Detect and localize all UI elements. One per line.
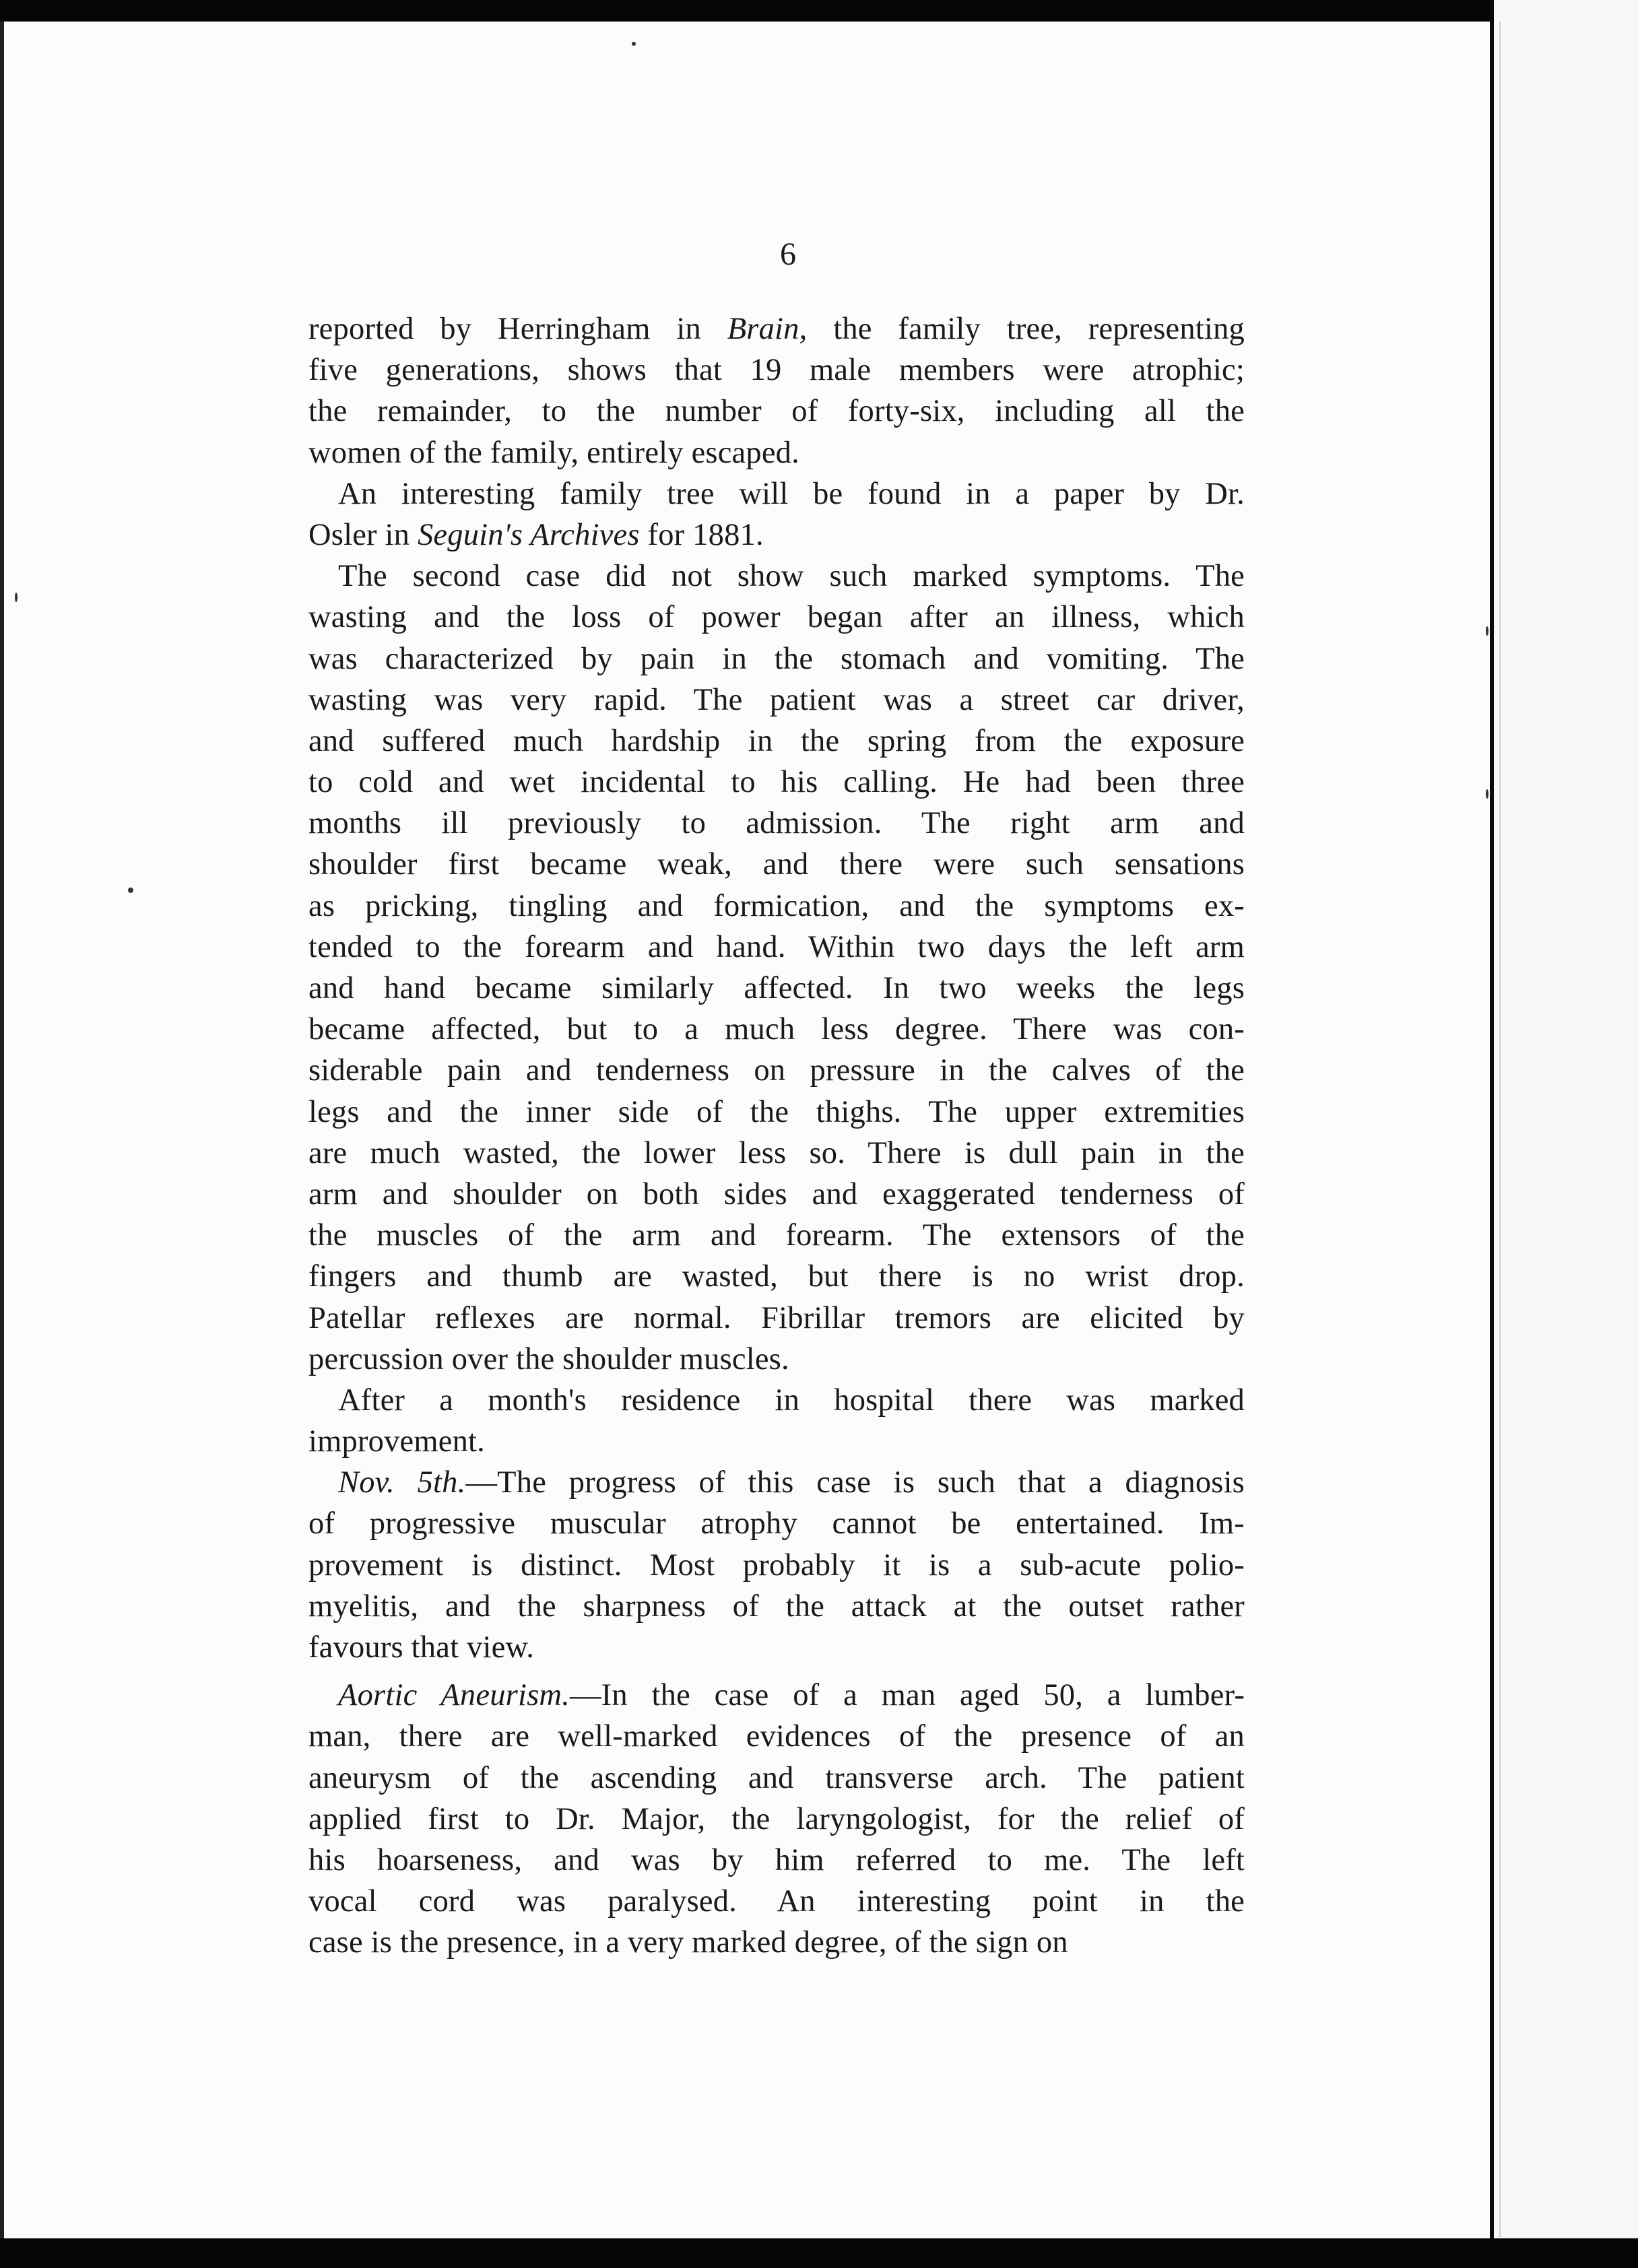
text-line: and suffered much hardship in the spring from the exposure: [308, 723, 1245, 758]
scan-speck: [15, 593, 18, 602]
paragraph: [308, 308, 1245, 473]
text-line: applied first to Dr. Major, the laryngologist, for the relief of: [308, 1801, 1245, 1836]
text-line: of progressive muscular atrophy cannot be entertained. Im-: [308, 1506, 1245, 1541]
scan-border-left: [0, 22, 4, 2238]
text-line: myelitis, and the sharpness of the attack at the outset rather: [308, 1589, 1245, 1624]
text-line: siderable pain and tenderness on pressure in the calves of the: [308, 1053, 1245, 1088]
text-line: Aortic Aneurism.—In the case of a man aged 50, a lumber-: [338, 1678, 1245, 1713]
italic-text: Brain,: [727, 312, 808, 346]
italic-text: Nov. 5th.: [338, 1465, 466, 1500]
scan-border-bottom: [0, 2238, 1638, 2268]
text-line: reported by Herringham in Brain, the family tree, representing: [308, 312, 1245, 346]
paragraph: [308, 556, 1245, 1380]
italic-text: Aortic Aneurism.: [338, 1678, 570, 1713]
scan-speck: [1486, 626, 1488, 636]
facing-page-edge: [1494, 0, 1638, 2268]
facing-page-margin-line: [1499, 22, 1501, 2237]
italic-text: Seguin's Archives: [417, 517, 640, 552]
text-line: favours that view.: [308, 1630, 535, 1665]
text-line: After a month's residence in hospital there was marked: [338, 1382, 1245, 1418]
scan-speck: [128, 888, 133, 893]
paragraph: [308, 473, 1245, 556]
text-line: tended to the forearm and hand. Within two days the left arm: [308, 929, 1245, 964]
text-line: vocal cord was paralysed. An interesting point in the: [308, 1884, 1245, 1919]
paragraph-spacer: [308, 1668, 1245, 1675]
text-line: became affected, but to a much less degree. There was con-: [308, 1012, 1245, 1047]
text-line: was characterized by pain in the stomach and vomiting. The: [308, 641, 1245, 676]
text-line: arm and shoulder on both sides and exaggerated tenderness of: [308, 1176, 1245, 1211]
text-line: The second case did not show such marked symptoms. The: [338, 559, 1245, 594]
text-line: as pricking, tingling and formication, and the symptoms ex-: [308, 888, 1245, 923]
text-line: and hand became similarly affected. In two weeks the legs: [308, 971, 1245, 1005]
page-number: 6: [780, 236, 796, 272]
text-line: legs and the inner side of the thighs. The upper extremities: [308, 1094, 1245, 1129]
paragraph: [308, 1668, 1245, 1963]
text-line: the remainder, to the number of forty-six, including all the: [308, 394, 1245, 429]
text-line: wasting was very rapid. The patient was a street car driver,: [308, 682, 1245, 717]
text-line: women of the family, entirely escaped.: [308, 435, 799, 470]
scan-border-top: [0, 0, 1638, 22]
paragraph: [308, 1462, 1245, 1668]
text-line: five generations, shows that 19 male members were atrophic;: [308, 353, 1245, 388]
text-line: Nov. 5th.—The progress of this case is such that a diagnosis: [338, 1465, 1245, 1500]
text-line: Osler in Seguin's Archives for 1881.: [308, 517, 764, 552]
text-line: the muscles of the arm and forearm. The extensors of the: [308, 1218, 1245, 1253]
text-line: case is the presence, in a very marked degree, of the sign on: [308, 1925, 1068, 1960]
scan-speck: [1486, 789, 1488, 799]
text-line: are much wasted, the lower less so. There is dull pain in the: [308, 1135, 1245, 1170]
text-line: shoulder first became weak, and there were such sensations: [308, 847, 1245, 882]
scan-speck: [632, 42, 636, 46]
body-text: [308, 308, 1245, 1964]
text-line: his hoarseness, and was by him referred to me. The left: [308, 1842, 1245, 1877]
text-line: wasting and the loss of power began after an illness, which: [308, 600, 1245, 635]
text-line: to cold and wet incidental to his calling. He had been three: [308, 765, 1245, 800]
text-line: provement is distinct. Most probably it is a sub-acute polio-: [308, 1547, 1245, 1582]
text-line: improvement.: [308, 1424, 485, 1459]
text-line: fingers and thumb are wasted, but there is no wrist drop.: [308, 1259, 1245, 1294]
text-line: Patellar reflexes are normal. Fibrillar tremors are elicited by: [308, 1300, 1245, 1335]
text-line: months ill previously to admission. The right arm and: [308, 806, 1245, 841]
text-line: percussion over the shoulder muscles.: [308, 1341, 789, 1376]
text-line: aneurysm of the ascending and transverse arch. The patient: [308, 1760, 1245, 1795]
text-line: An interesting family tree will be found in a paper by Dr.: [338, 476, 1245, 511]
text-line: man, there are well-marked evidences of the presence of an: [308, 1719, 1245, 1754]
paragraph: [308, 1380, 1245, 1462]
